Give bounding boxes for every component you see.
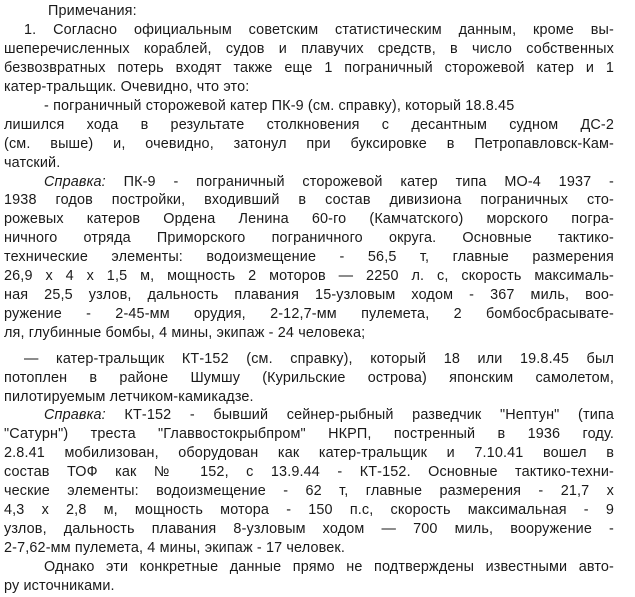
pk9-ref-line-7: ная 25,5 узлов, дальность плавания 15-узловым ходом - 367 миль, воо- (4, 287, 614, 303)
pk9-ref-line-8: ружение - 2-45-мм орудия, 2-12,7-мм пулемета, 2 бомбосбрасывате- (4, 306, 614, 322)
pk9-line-4: чатский. (4, 155, 61, 171)
kt152-line-3: пилотируемым летчиком-камикадзе. (4, 389, 254, 405)
notes-heading: Примечания: (48, 3, 137, 19)
note1-line-1: 1. Согласно официальным советским статистическим данным, кроме вы- (24, 22, 614, 38)
kt152-ref-label: Справка: (44, 407, 106, 423)
pk9-ref-line-5: технические элементы: водоизмещение - 56,5 т, главные размерения (4, 249, 614, 265)
note1-line-2: шеперечисленных кораблей, судов и плавучих средств, в число собственных (4, 41, 614, 57)
kt152-line-1: — катер-тральщик КТ-152 (см. справку), который 18 или 19.8.45 был (24, 351, 614, 367)
kt152-ref-line-7: узлов, дальность плавания 8-узловым ходом — 700 миль, вооружение - (4, 521, 614, 537)
pk9-ref-line-2: 1938 годов постройки, входивший в состав дивизиона пограничных сто- (4, 192, 614, 208)
kt152-ref-line-1: Справка: КТ-152 - бывший сейнер-рыбный разведчик "Нептун" (типа (44, 407, 614, 423)
note1-line-4: катер-тральщик. Очевидно, что это: (4, 79, 250, 95)
kt152-ref-line-8: 2-7,62-мм пулемета, 4 мины, экипаж - 17 человек. (4, 540, 345, 556)
pk9-ref-line-9: ля, глубинные бомбы, 4 мины, экипаж - 24 человека; (4, 325, 366, 341)
pk9-ref-line-4: ничного отряда Приморского пограничного округа. Основные тактико- (4, 230, 614, 246)
pk9-ref-line-6: 26,9 х 4 х 1,5 м, мощность 2 моторов — 2250 л. с, скорость максималь- (4, 268, 614, 284)
closing-line-2: ру источниками. (4, 578, 115, 594)
kt152-ref-line-3: 2.8.41 мобилизован, оборудован как катер-тральщик и 7.10.41 вошел в (4, 445, 614, 461)
pk9-line-1: - пограничный сторожевой катер ПК-9 (см. справку), который 18.8.45 (44, 98, 515, 114)
pk9-line-2: лишился хода в результате столкновения с десантным судном ДС-2 (4, 117, 614, 133)
pk9-ref-line-3: рожевых катеров Ордена Ленина 60-го (Камчатского) морского погра- (4, 211, 614, 227)
pk9-ref-label: Справка: (44, 174, 106, 190)
closing-line-1: Однако эти конкретные данные прямо не подтверждены известными авто- (44, 559, 614, 575)
pk9-ref-line-1: Справка: ПК-9 - пограничный сторожевой катер типа МО-4 1937 - (44, 174, 614, 190)
kt152-ref-line-5: ческие элементы: водоизмещение - 62 т, главные размерения - 21,7 х (4, 483, 614, 499)
kt152-ref-line-4: состав ТОФ как № 152, с 13.9.44 - КТ-152. Основные тактико-техни- (4, 464, 614, 480)
kt152-ref-line-6: 4,3 х 2,8 м, мощность мотора - 150 п.с, скорость максимальная - 9 (4, 502, 614, 518)
kt152-line-2: потоплен в районе Шумшу (Курильские острова) японским самолетом, (4, 370, 614, 386)
kt152-ref-line-2: "Сатурн") треста "Главвостокрыбпром" НКРП, постренный в 1936 году. (4, 426, 614, 442)
note1-line-3: безвозвратных потерь входят также еще 1 пограничный сторожевой катер и 1 (4, 60, 614, 76)
pk9-line-3: (см. выше) и, очевидно, затонул при буксировке в Петропавловск-Кам- (4, 136, 614, 152)
